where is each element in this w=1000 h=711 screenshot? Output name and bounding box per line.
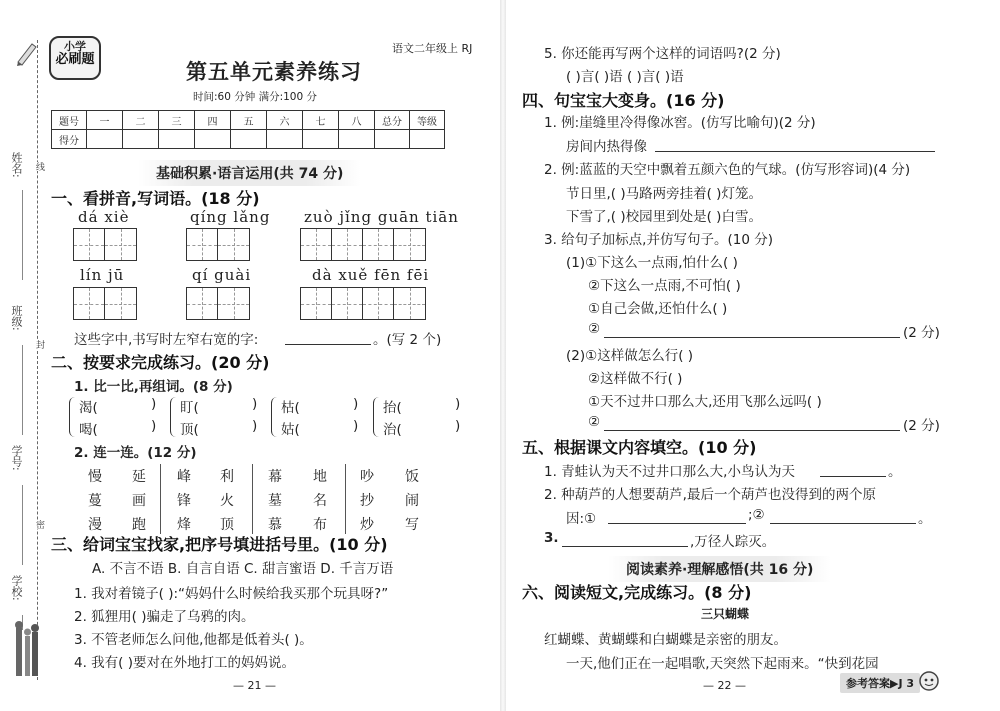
match-char[interactable]: 炒 — [360, 517, 374, 533]
brace-mark — [271, 397, 278, 437]
score-cell[interactable] — [410, 130, 445, 149]
s4-item-1-answer: 房间内热得像 — [566, 139, 647, 155]
compare-word-4-2[interactable]: 治( — [383, 422, 402, 438]
score-cell[interactable] — [87, 130, 123, 149]
score-cell[interactable] — [339, 130, 375, 149]
s6-title: 六、阅读短文,完成练习。(8 分) — [522, 583, 752, 602]
match-char[interactable]: 火 — [220, 493, 234, 509]
margin-line-name[interactable] — [22, 190, 23, 280]
pinyin-6: dà xuě fēn fēi — [312, 266, 430, 284]
name-label: 姓名: — [10, 152, 23, 178]
compare-close-paren: ) — [252, 418, 258, 434]
match-char[interactable]: 幕 — [268, 469, 282, 485]
score-table — [51, 110, 445, 149]
pinyin-5: qí guài — [192, 266, 252, 284]
brace-mark — [170, 397, 177, 437]
match-char[interactable]: 漫 — [88, 517, 102, 533]
compare-close-paren: ) — [151, 418, 157, 434]
match-char[interactable]: 吵 — [360, 469, 374, 485]
match-char[interactable]: 利 — [220, 469, 234, 485]
story-title: 三只蝴蝶 — [701, 607, 750, 621]
school-label: 学校: — [10, 575, 23, 601]
punct-2-d: ② — [588, 414, 601, 430]
punct-2-c[interactable]: ①天不过井口那么大,还用飞那么远吗( ) — [588, 394, 822, 410]
punct-2-b[interactable]: ②这样做不行( ) — [588, 371, 683, 387]
writing-grid-2[interactable] — [186, 228, 250, 261]
match-divider — [345, 464, 346, 534]
match-char[interactable]: 锋 — [177, 493, 191, 509]
margin-line-id[interactable] — [22, 485, 23, 565]
compare-close-paren: ) — [353, 418, 359, 434]
s4-item-2: 2. 例:蓝蓝的天空中飘着五颜六色的气球。(仿写形容词)(4 分) — [544, 162, 911, 178]
page-title: 第五单元素养练习 — [186, 60, 362, 84]
match-char[interactable]: 画 — [132, 493, 146, 509]
q3-item-4: 4. 我有( )要对在外地打工的妈妈说。 — [74, 655, 295, 671]
match-divider — [160, 464, 161, 534]
s5-item-1-tail: 。 — [888, 464, 902, 480]
q3-title: 三、给词宝宝找家,把序号填进括号里。(10 分) — [51, 535, 388, 554]
s5-reason-1-blank[interactable] — [608, 523, 746, 524]
s5-item-1-blank[interactable] — [820, 476, 886, 477]
match-char[interactable]: 写 — [405, 517, 419, 533]
rewrite-1-points: (2 分) — [903, 325, 940, 341]
compare-word-2-1[interactable]: 盯( — [180, 400, 199, 416]
q1-note-tail: 。(写 2 个) — [373, 332, 442, 348]
seal-mark-3: 密 — [34, 520, 44, 529]
punct-2-a[interactable]: (2)①这样做怎么行( ) — [566, 348, 694, 364]
q1-title: 一、看拼音,写词语。(18 分) — [51, 189, 260, 208]
writing-grid-3[interactable] — [300, 228, 426, 261]
q1-note: 这些字中,书写时左窄右宽的字: — [74, 332, 259, 348]
s5-item-2-tail: 。 — [918, 511, 932, 527]
punct-1-c[interactable]: ①自己会做,还怕什么( ) — [588, 301, 728, 317]
pencil-icon — [14, 40, 38, 66]
writing-grid-6[interactable] — [300, 287, 426, 320]
match-char[interactable]: 名 — [313, 493, 327, 509]
q3-item-1: 1. 我对着镜子( ):“妈妈什么时候给我买那个玩具呀?” — [74, 586, 389, 602]
score-cell[interactable] — [123, 130, 159, 149]
compare-close-paren: ) — [353, 396, 359, 412]
match-divider — [252, 464, 253, 534]
brand-logo — [49, 36, 101, 80]
s5-item-2-b: 因:① — [566, 511, 597, 527]
writing-grid-1[interactable] — [73, 228, 137, 261]
pinyin-3: zuò jǐng guān tiān — [304, 208, 459, 226]
compare-word-3-1[interactable]: 枯( — [281, 400, 300, 416]
q2-sub2: 2. 连一连。(12 分) — [74, 445, 197, 461]
match-char[interactable]: 闹 — [405, 493, 419, 509]
class-label: 班级: — [10, 305, 23, 331]
section-banner-reading: 阅读素养·理解感悟(共 16 分) — [608, 556, 831, 582]
story-para-1: 红蝴蝶、黄蝴蝶和白蝴蝶是亲密的朋友。 — [544, 632, 787, 648]
rewrite-2-points: (2 分) — [903, 418, 940, 434]
compare-word-1-1[interactable]: 渴( — [79, 400, 98, 416]
score-cell[interactable] — [375, 130, 410, 149]
logo-line-1: 小学 — [64, 40, 86, 53]
q2-title: 二、按要求完成练习。(20 分) — [51, 353, 270, 372]
s5-item-1: 1. 青蛙认为天不过井口那么大,小鸟认为天 — [544, 464, 795, 480]
section-banner-basics: 基础积累·语言运用(共 74 分) — [138, 160, 361, 186]
q2-sub1: 1. 比一比,再组词。(8 分) — [74, 379, 233, 395]
q5-answer[interactable]: ( )言( )语 ( )言( )语 — [566, 69, 684, 85]
match-char[interactable]: 布 — [313, 517, 327, 533]
score-cell[interactable] — [195, 130, 231, 149]
score-table-row: 得分 — [52, 130, 445, 149]
seal-mark-1: 线 — [34, 162, 44, 171]
pinyin-4: lín jū — [80, 266, 125, 284]
compare-close-paren: ) — [151, 396, 157, 412]
compare-close-paren: ) — [455, 396, 461, 412]
match-char[interactable]: 跑 — [132, 517, 146, 533]
q1-note-blank[interactable] — [285, 344, 371, 345]
page-number-left: — 21 — — [233, 679, 276, 692]
brace-mark — [69, 397, 76, 437]
s4-item-2-line-a[interactable]: 节日里,( )马路两旁挂着( )灯笼。 — [566, 186, 762, 202]
q3-item-3: 3. 不管老师怎么问他,他都是低着头( )。 — [74, 632, 313, 648]
s5-item-2: 2. 种葫芦的人想要葫芦,最后一个葫芦也没得到的两个原 — [544, 487, 876, 503]
score-cell[interactable] — [159, 130, 195, 149]
compare-close-paren: ) — [455, 418, 461, 434]
q3-item-2: 2. 狐狸用( )骗走了乌鸦的肉。 — [74, 609, 255, 625]
binding-line — [37, 40, 38, 680]
writing-grid-4[interactable] — [73, 287, 137, 320]
compare-word-1-2[interactable]: 喝( — [79, 422, 98, 438]
s4-item-1-blank[interactable] — [655, 151, 935, 152]
score-cell[interactable] — [303, 130, 339, 149]
margin-line-class[interactable] — [22, 345, 23, 435]
match-char[interactable]: 慢 — [88, 469, 102, 485]
compare-word-3-2[interactable]: 姑( — [281, 422, 300, 438]
page-fold — [500, 0, 506, 711]
pinyin-1: dá xiè — [78, 208, 130, 226]
rewrite-2-blank[interactable] — [604, 430, 900, 431]
score-table-header: 题号 一 二 三 四 五 六 七 八 总分 等级 — [52, 111, 445, 130]
punct-1-b[interactable]: ②下这么一点雨,不可怕( ) — [588, 278, 741, 294]
writing-grid-5[interactable] — [186, 287, 250, 320]
compare-word-4-1[interactable]: 抬( — [383, 400, 402, 416]
s5-item-3-blank[interactable] — [562, 546, 688, 547]
s4-item-2-line-b[interactable]: 下雪了,( )校园里到处是( )白雪。 — [566, 209, 762, 225]
q5-title: 5. 你还能再写两个这样的词语吗?(2 分) — [544, 46, 781, 62]
page-number-right: — 22 — — [703, 679, 746, 692]
match-char[interactable]: 烽 — [177, 517, 191, 533]
score-cell[interactable] — [231, 130, 267, 149]
answer-key-tag[interactable] — [840, 673, 920, 693]
match-char[interactable]: 延 — [132, 469, 146, 485]
s5-reason-2-blank[interactable] — [770, 523, 916, 524]
seal-mark-2: 封 — [34, 340, 44, 349]
brace-mark — [373, 397, 380, 437]
match-char[interactable]: 峰 — [177, 469, 191, 485]
punct-1-a[interactable]: (1)①下这么一点雨,怕什么( ) — [566, 255, 738, 271]
match-char[interactable]: 抄 — [360, 493, 374, 509]
children-illustration — [14, 618, 40, 678]
match-char[interactable]: 顶 — [220, 517, 234, 533]
score-cell[interactable] — [267, 130, 303, 149]
story-para-2: 一天,他们正在一起唱歌,天突然下起雨来。“快到花园 — [566, 656, 879, 672]
s5-item-2-c: ;② — [748, 507, 765, 523]
mascot-icon — [918, 670, 940, 694]
pinyin-2: qíng lǎng — [190, 208, 271, 226]
match-char[interactable]: 墓 — [268, 493, 282, 509]
match-char[interactable]: 蔓 — [88, 493, 102, 509]
match-char[interactable]: 地 — [313, 469, 327, 485]
answer-key-label: 参考答案▶J 3 — [846, 677, 915, 690]
s5-item-3-tail: ,万径人踪灭。 — [690, 534, 776, 550]
s4-item-1: 1. 例:崖缝里冷得像冰窖。(仿写比喻句)(2 分) — [544, 115, 816, 131]
subject-tag: 语文二年级上 RJ — [392, 42, 473, 55]
compare-word-2-2[interactable]: 顶( — [180, 422, 199, 438]
match-char[interactable]: 饭 — [405, 469, 419, 485]
logo-line-2: 必刷题 — [55, 51, 95, 67]
time-info: 时间:60 分钟 满分:100 分 — [193, 91, 317, 103]
q3-options: A. 不言不语 B. 自言自语 C. 甜言蜜语 D. 千言万语 — [92, 561, 394, 577]
rewrite-1-blank[interactable] — [604, 337, 900, 338]
s4-title: 四、句宝宝大变身。(16 分) — [522, 91, 725, 110]
compare-close-paren: ) — [252, 396, 258, 412]
punct-1-d: ② — [588, 321, 601, 337]
s4-item-3: 3. 给句子加标点,并仿写句子。(10 分) — [544, 232, 773, 248]
id-label: 学号: — [10, 445, 23, 471]
s5-item-3: 3. — [544, 530, 559, 546]
s5-title: 五、根据课文内容填空。(10 分) — [522, 438, 757, 457]
match-char[interactable]: 慕 — [268, 517, 282, 533]
